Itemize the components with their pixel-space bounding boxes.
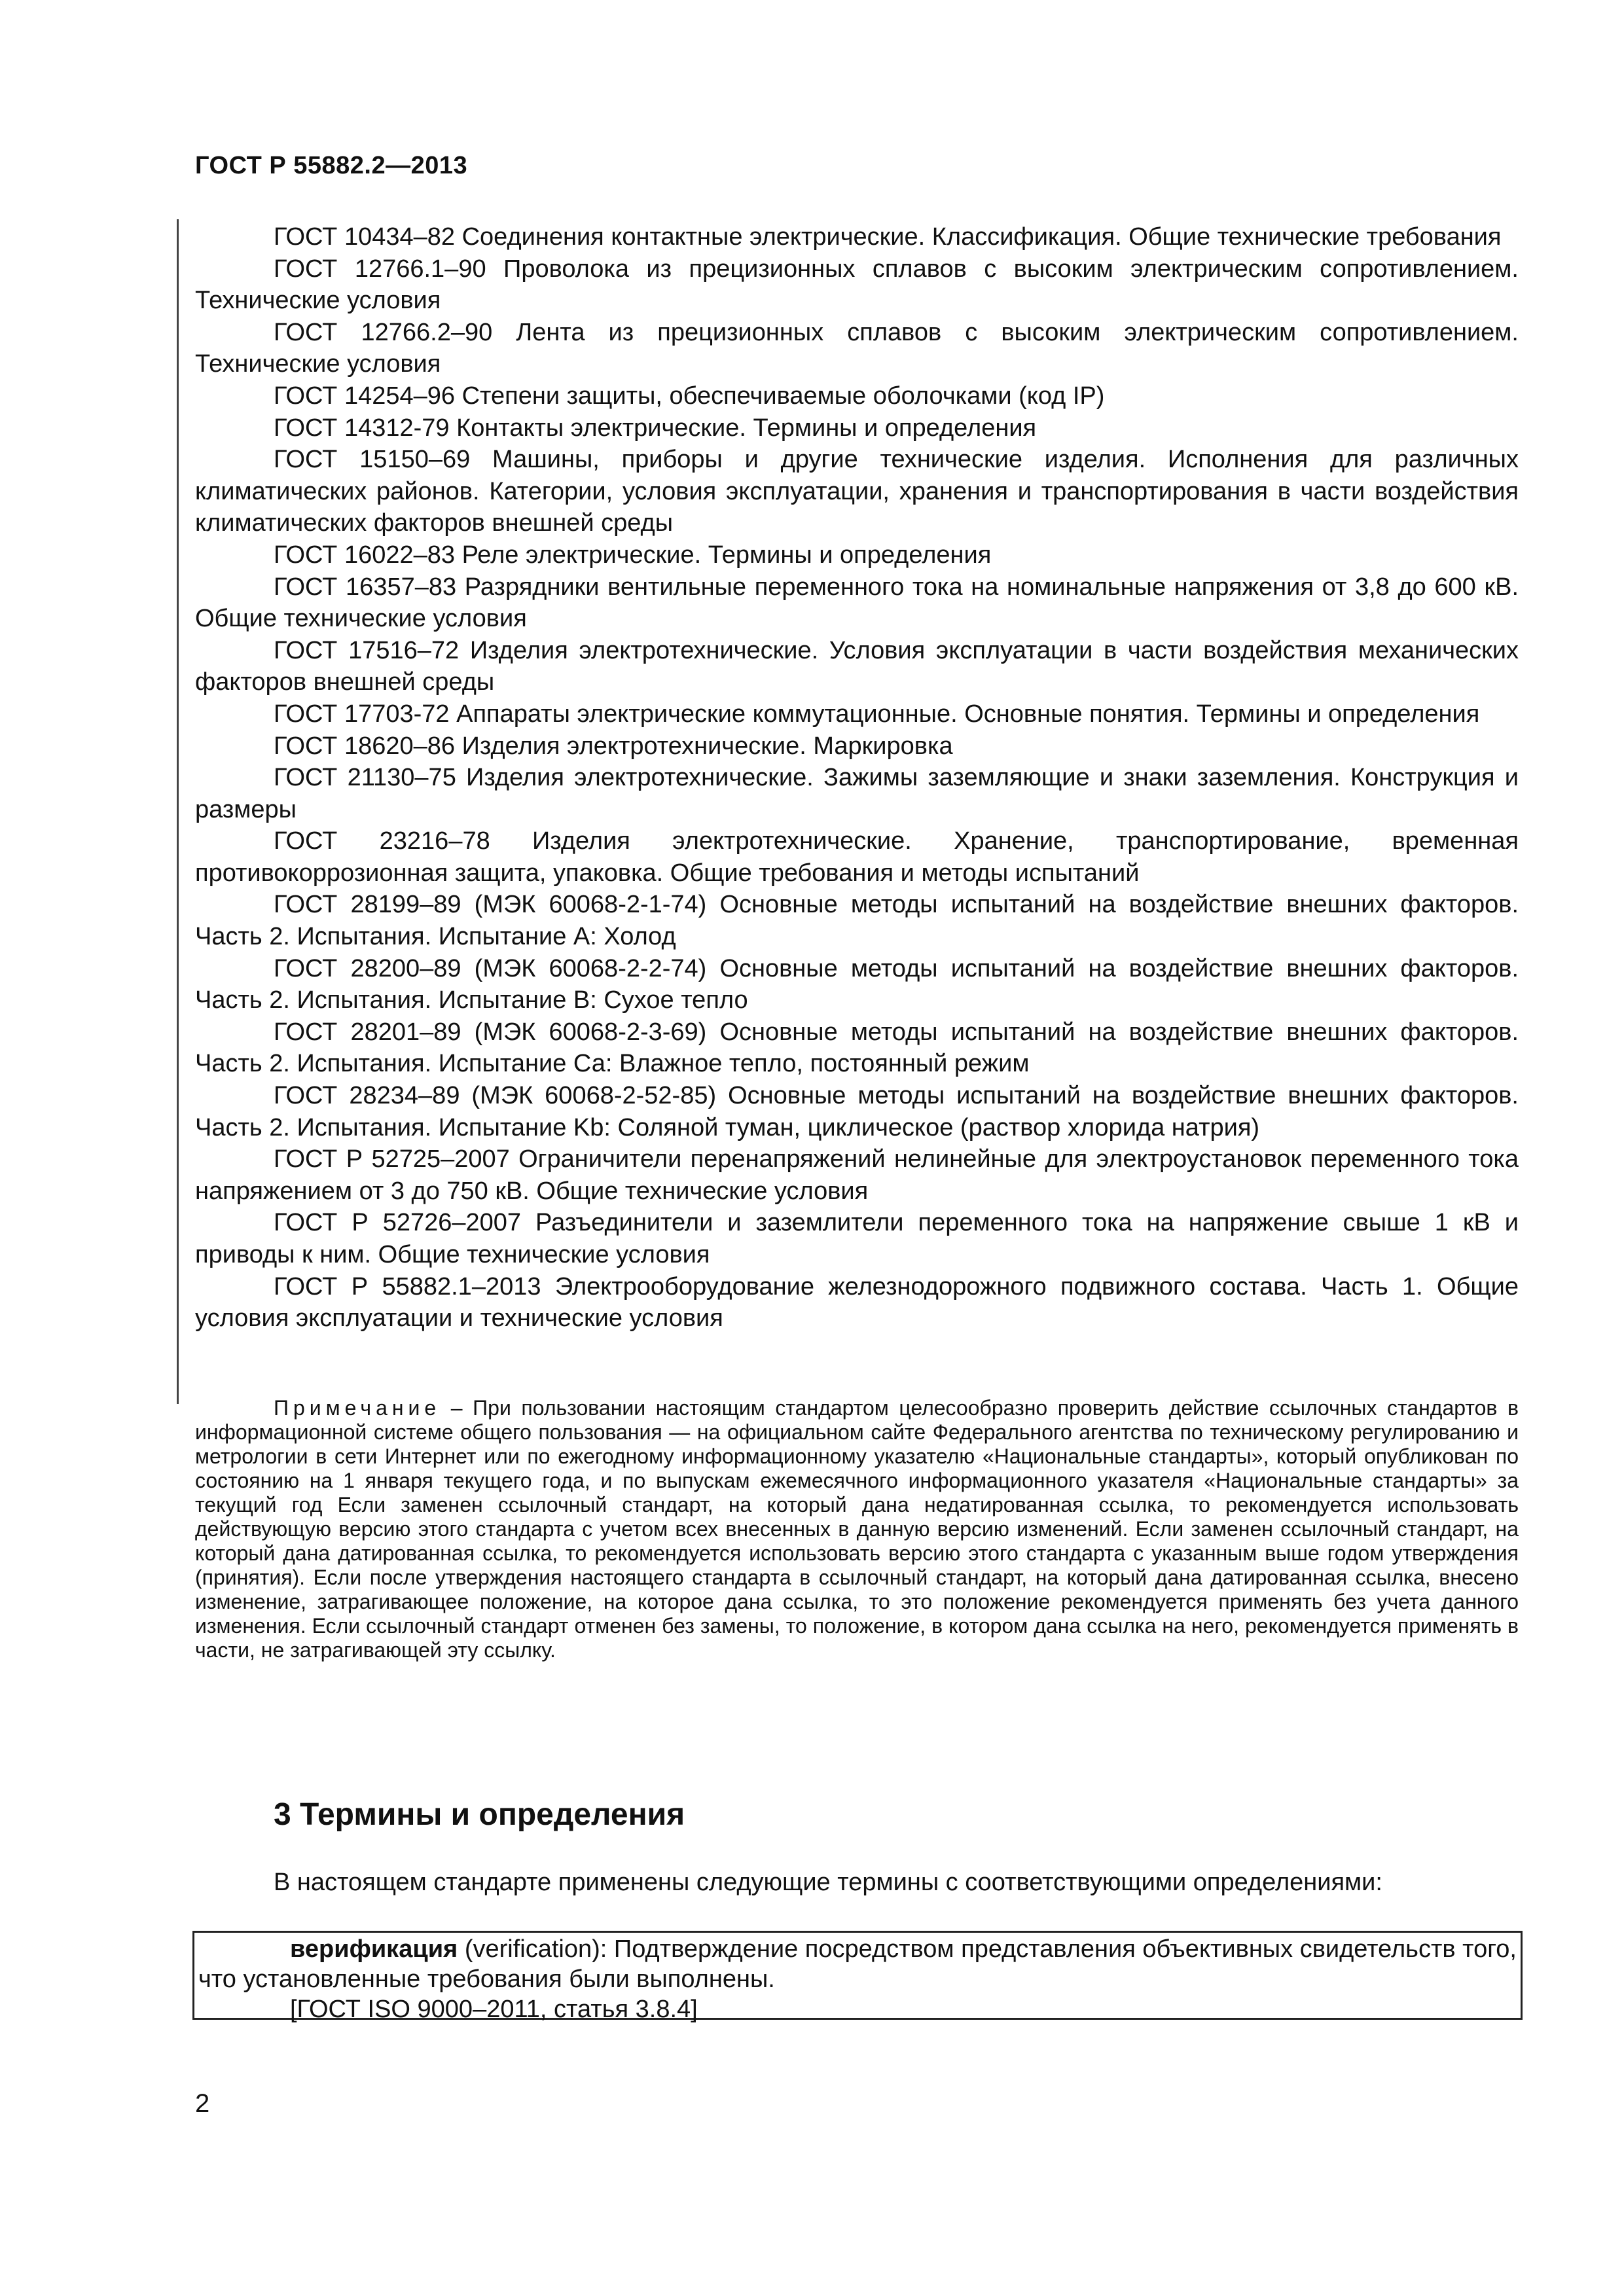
section-heading: 3 Термины и определения [274, 1797, 685, 1832]
reference-item: ГОСТ 28199–89 (МЭК 60068-2-1-74) Основные методы испытаний на воздействие внешних факторов. Часть 2. Испытания. Испытание А: Холод [195, 891, 1519, 951]
term-source: [ГОСТ ISO 9000–2011, статья 3.8.4] [290, 1996, 698, 2023]
reference-item: ГОСТ 18620–86 Изделия электротехнические. Маркировка [274, 732, 953, 760]
note-body [195, 1396, 1519, 1662]
document-header: ГОСТ Р 55882.2—2013 [195, 152, 468, 179]
reference-item: ГОСТ 28234–89 (МЭК 60068-2-52-85) Основные методы испытаний на воздействие внешних факторов. Часть 2. Испытания. Испытание Kb: Соляной туман, циклическое (раствор хлорида натрия) [195, 1082, 1519, 1141]
section-intro: В настоящем стандарте применены следующие термины с соответствующими определениями: [274, 1869, 1382, 1896]
reference-item: ГОСТ 14312-79 Контакты электрические. Термины и определения [274, 414, 1037, 442]
term-definition-text: (verification): Подтверждение посредством представления объективных свидетельств того, что установленные требования были выполнены. [198, 1935, 1517, 1993]
reference-item: ГОСТ 12766.1–90 Проволока из прецизионных сплавов с высоким электрическим сопротивлением. Технические условия [195, 255, 1519, 315]
reference-item: ГОСТ 10434–82 Соединения контактные электрические. Классификация. Общие технические требования [274, 223, 1502, 251]
reference-item: ГОСТ 14254–96 Степени защиты, обеспечиваемые оболочками (код IP) [274, 382, 1105, 410]
normative-references-list [195, 221, 1519, 1335]
term-word: верификация [290, 1935, 458, 1963]
reference-item: ГОСТ 28201–89 (МЭК 60068-2-3-69) Основные методы испытаний на воздействие внешних факторов. Часть 2. Испытания. Испытание Са: Влажное тепло, постоянный режим [195, 1018, 1519, 1078]
reference-item: ГОСТ 28200–89 (МЭК 60068-2-2-74) Основные методы испытаний на воздействие внешних факторов. Часть 2. Испытания. Испытание В: Сухое тепло [195, 954, 1519, 1014]
note-paragraph [195, 1396, 1519, 1662]
reference-item: ГОСТ 16357–83 Разрядники вентильные переменного тока на номинальные напряжения от 3,8 до 600 кВ. Общие технические условия [195, 573, 1519, 633]
reference-item: ГОСТ 15150–69 Машины, приборы и другие технические изделия. Исполнения для различных климатических районов. Категории, условия эксплуатации, хранения и транспортирования в части воздействия климатических факторов внешней среды [195, 446, 1519, 537]
note-lead: Примечание [274, 1396, 441, 1420]
reference-item: ГОСТ Р 52725–2007 Ограничители перенапряжений нелинейные для электроустановок переменного тока напряжением от 3 до 750 кВ. Общие технические условия [195, 1145, 1519, 1205]
term-definition [198, 1934, 1517, 1994]
note-text: – При пользовании настоящим стандартом целесообразно проверить действие ссылочных стандартов в информационной системе общего пользования — на официальном сайте Федерального агентства по техническому регулированию и метрологии в сети Интернет или по ежегодному информационному указателю «Национальные стандарты», который опубликован по состоянию на 1 января текущего года, и по выпускам ежемесячного информационного указателя «Национальные стандарты» за текущий год Если заменен ссылочный стандарт, на который дана недатированная ссылка, то рекомендуется использовать действующую версию этого стандарта с учетом всех внесенных в данную версию изменений. Если заменен ссылочный стандарт, на который дана датированная ссылка, то рекомендуется использовать версию этого стандарта с указанным выше годом утверждения (принятия). Если после утверждения настоящего стандарта в ссылочный стандарт, на который дана датированная ссылка, внесено изменение, затрагивающее положение, на которое дана ссылка, то это положение рекомендуется применять без учета данного изменения. Если ссылочный стандарт отменен без замены, то положение, в котором дана ссылка на него, рекомендуется применять в части, не затрагивающей эту ссылку. [195, 1396, 1519, 1662]
reference-item: ГОСТ 12766.2–90 Лента из прецизионных сплавов с высоким электрическим сопротивлением. Технические условия [195, 318, 1519, 378]
reference-item: ГОСТ 16022–83 Реле электрические. Термины и определения [274, 541, 992, 569]
reference-item: ГОСТ Р 55882.1–2013 Электрооборудование железнодорожного подвижного состава. Часть 1. Общие условия эксплуатации и технические условия [195, 1272, 1519, 1333]
reference-item: ГОСТ 17516–72 Изделия электротехнические. Условия эксплуатации в части воздействия механических факторов внешней среды [195, 636, 1519, 696]
reference-item: ГОСТ 17703-72 Аппараты электрические коммутационные. Основные понятия. Термины и определения [274, 700, 1480, 728]
reference-item: ГОСТ Р 52726–2007 Разъединители и заземлители переменного тока на напряжение свыше 1 кВ и приводы к ним. Общие технические условия [195, 1209, 1519, 1268]
change-margin-bar [177, 219, 179, 1404]
term-definition-box [192, 1931, 1523, 2023]
reference-item: ГОСТ 21130–75 Изделия электротехнические. Зажимы заземляющие и знаки заземления. Конструкция и размеры [195, 764, 1519, 823]
page-number: 2 [195, 2089, 210, 2118]
reference-item: ГОСТ 23216–78 Изделия электротехнические. Хранение, транспортирование, временная противокоррозионная защита, упаковка. Общие требования и методы испытаний [195, 827, 1519, 887]
